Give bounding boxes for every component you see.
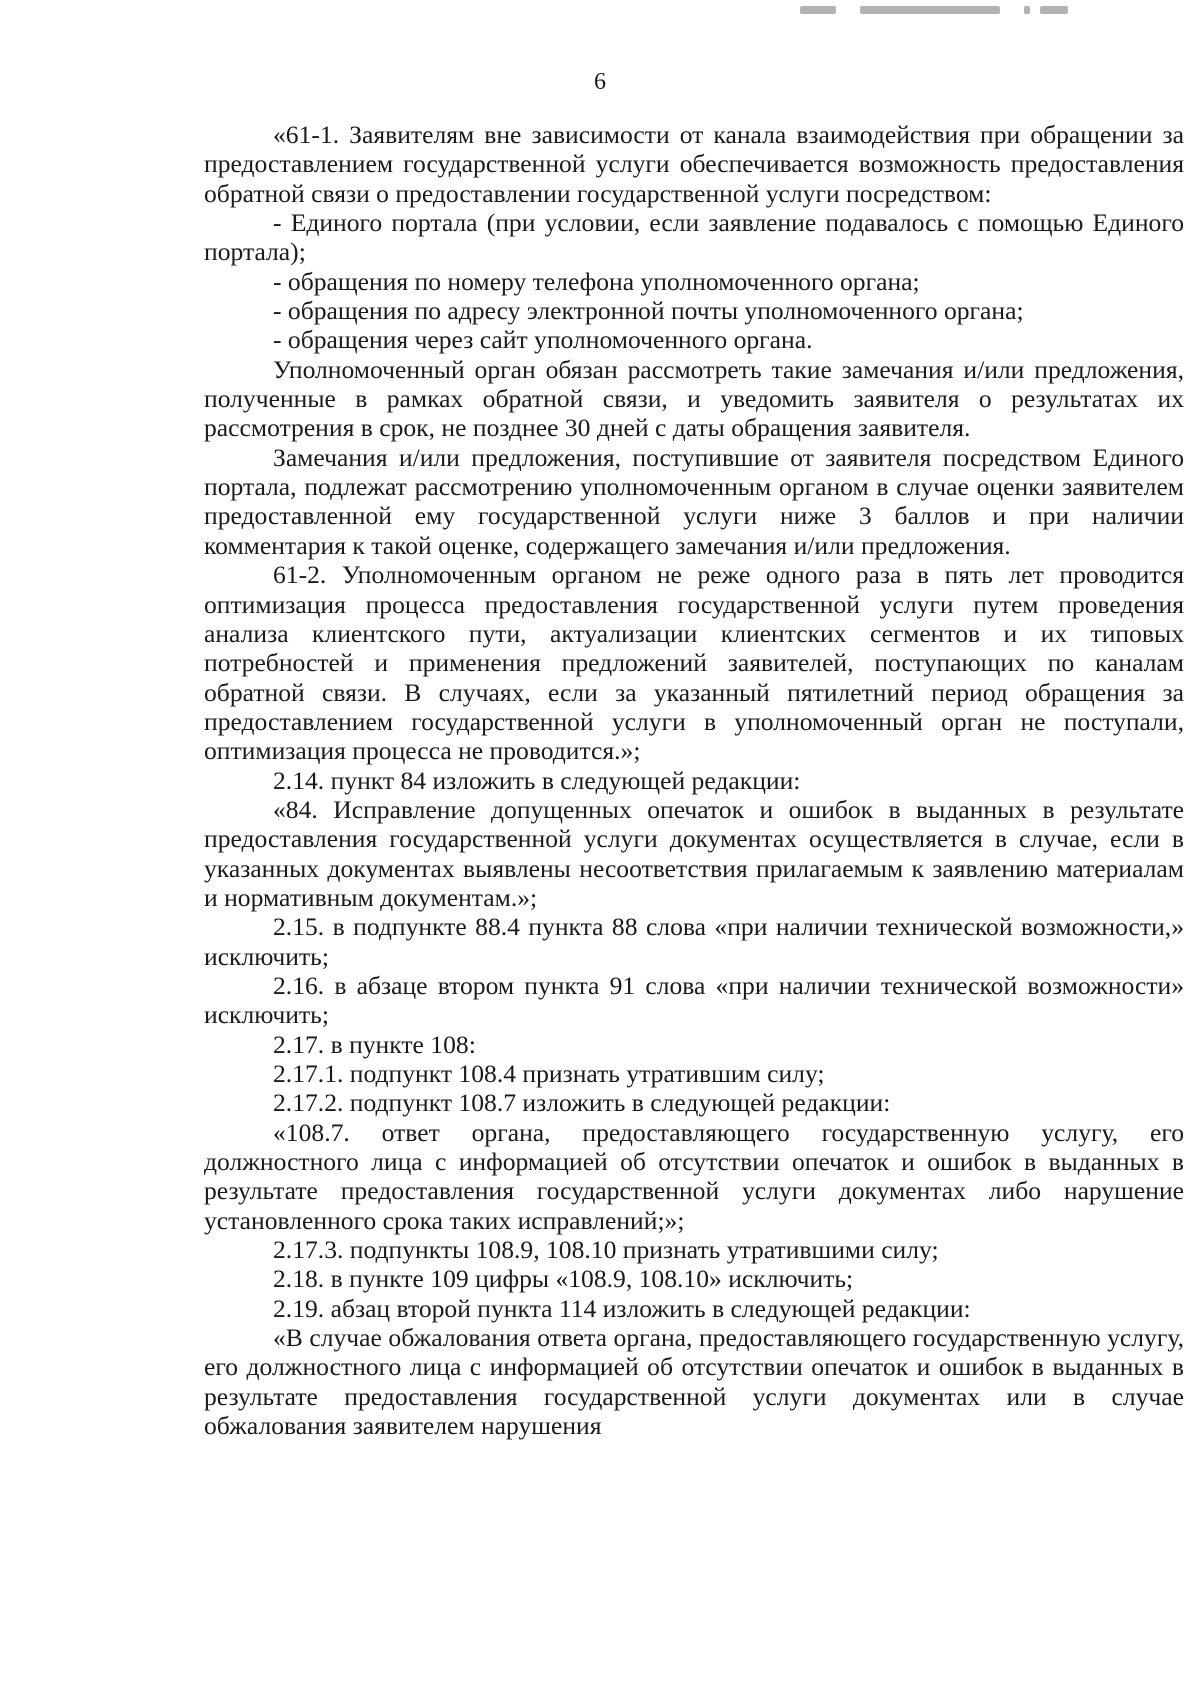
scan-artifact xyxy=(1024,6,1030,14)
paragraph-2-17-3: 2.17.3. подпункты 108.9, 108.10 признать утратившими силу; xyxy=(273,1235,939,1265)
list-item-website: - обращения через сайт уполномоченного органа. xyxy=(273,325,813,355)
paragraph-review-obligation: Уполномоченный орган обязан рассмотреть такие замечания и/или предложения, полученные в рамках обратной связи, и уведомить заявителя о результатах их рассмотрения в срок, не позднее 30 дней с даты обращения заявителя. xyxy=(204,354,1184,443)
scan-artifact xyxy=(1040,6,1068,14)
paragraph-portal-feedback: Замечания и/или предложения, поступившие от заявителя посредством Единого портала, подлежат рассмотрению уполномоченным органом в случае оценки заявителем предоставленной ему государственной услуги ниже 3 баллов и при наличии комментария к такой оценке, содержащего замечания и/или предложения. xyxy=(204,442,1184,560)
paragraph-2-19: 2.19. абзац второй пункта 114 изложить в следующей редакции: xyxy=(273,1293,971,1323)
list-item-phone: - обращения по номеру телефона уполномоченного органа; xyxy=(273,266,920,296)
list-item-email: - обращения по адресу электронной почты уполномоченного органа; xyxy=(273,296,1024,326)
paragraph-61-1: «61-1. Заявителям вне зависимости от канала взаимодействия при обращении за предоставлением государственной услуги обеспечивается возможность предоставления обратной связи о предоставлении государственной услуги посредством: xyxy=(204,120,1184,208)
scan-artifact xyxy=(860,6,1000,14)
paragraph-2-18: 2.18. в пункте 109 цифры «108.9, 108.10» исключить; xyxy=(273,1264,854,1294)
document-body xyxy=(204,120,1184,1440)
paragraph-2-15: 2.15. в подпункте 88.4 пункта 88 слова «при наличии технической возможности,» исключить; xyxy=(204,912,1184,971)
paragraph-61-2: 61-2. Уполномоченным органом не реже одного раза в пять лет проводится оптимизация процесса предоставления государственной услуги путем проведения анализа клиентского пути, актуализации клиентских сегментов и их типовых потребностей и применения предложений заявителей, поступающих по каналам обратной связи. В случаях, если за указанный пятилетний период обращения за предоставлением государственной услуги в уполномоченный орган не поступали, оптимизация процесса не проводится.»; xyxy=(204,560,1184,766)
paragraph-2-16: 2.16. в абзаце втором пункта 91 слова «при наличии технической возможности» исключить; xyxy=(204,970,1184,1030)
paragraph-84: «84. Исправление допущенных опечаток и ошибок в выданных в результате предоставления государственной услуги документах осуществляется в случае, если в указанных документах выявлены несоответствия прилагаемым к заявлению материалам и нормативным документам.»; xyxy=(204,794,1184,912)
scan-artifact xyxy=(800,6,836,14)
page-number: 6 xyxy=(594,69,606,95)
paragraph-2-17: 2.17. в пункте 108: xyxy=(273,1029,476,1059)
paragraph-2-17-1: 2.17.1. подпункт 108.4 признать утратившим силу; xyxy=(273,1059,825,1088)
list-item-unified-portal: - Единого портала (при условии, если заявление подавалось с помощью Единого портала); xyxy=(204,208,1184,267)
paragraph-114-quote: «В случае обжалования ответа органа, предоставляющего государственную услугу, его должностного лица с информацией об отсутствии опечаток и ошибок в выданных в результате предоставления государственной услуги документах или в случае обжалования заявителем нарушения xyxy=(204,1323,1184,1441)
paragraph-2-14: 2.14. пункт 84 изложить в следующей редакции: xyxy=(273,765,801,795)
paragraph-2-17-2: 2.17.2. подпункт 108.7 изложить в следующей редакции: xyxy=(273,1088,891,1118)
paragraph-108-7: «108.7. ответ органа, предоставляющего государственную услугу, его должностного лица с информацией об отсутствии опечаток и ошибок в выданных в результате предоставления государственной услуги документах либо нарушение установленного срока таких исправлений;»; xyxy=(204,1117,1184,1235)
